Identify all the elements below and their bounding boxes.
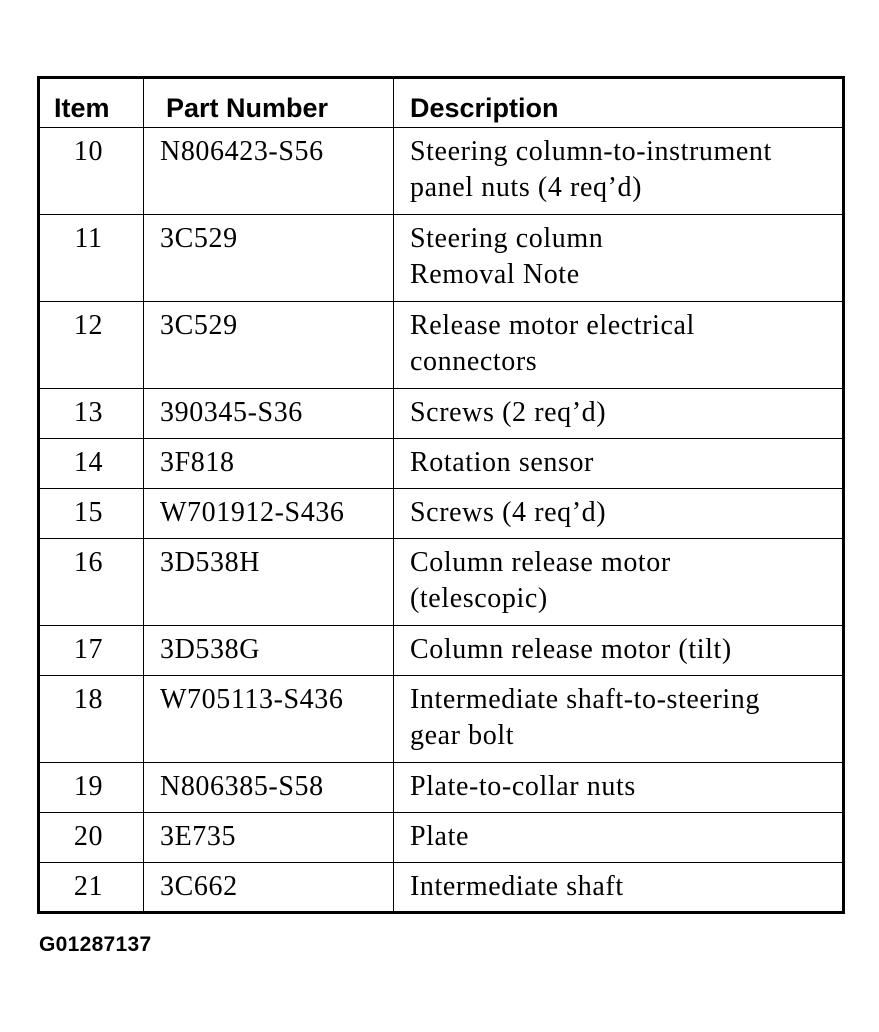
description-line: (telescopic): [410, 583, 548, 614]
description-line: Removal Note: [410, 259, 580, 290]
description-cell: [394, 676, 844, 763]
description-line: Intermediate shaft: [410, 871, 624, 902]
table-row: [39, 626, 844, 676]
part-number-cell: 3C529: [144, 302, 394, 389]
item-number-cell: 14: [39, 439, 144, 489]
description-line: Steering column: [410, 223, 604, 254]
parts-table: [37, 76, 845, 914]
description-line: panel nuts (4 req’d): [410, 172, 643, 203]
item-number-cell: 16: [39, 539, 144, 626]
description-line: gear bolt: [410, 720, 515, 751]
description-line: Intermediate shaft-to-steering: [410, 684, 760, 715]
table-row: [39, 389, 844, 439]
table-row: [39, 813, 844, 863]
table-row: [39, 763, 844, 813]
description-cell: [394, 539, 844, 626]
description-line: connectors: [410, 346, 538, 377]
description-line: Rotation sensor: [410, 447, 594, 478]
item-number-cell: 11: [39, 215, 144, 302]
item-number-cell: 17: [39, 626, 144, 676]
part-number-cell: 3D538H: [144, 539, 394, 626]
table-row: [39, 539, 844, 626]
item-number-cell: 15: [39, 489, 144, 539]
header-row: [39, 78, 844, 128]
table-row: [39, 489, 844, 539]
header-item: Item: [39, 78, 144, 128]
item-number-cell: 10: [39, 128, 144, 215]
item-number-cell: 20: [39, 813, 144, 863]
description-line: Column release motor: [410, 547, 671, 578]
table-row: [39, 215, 844, 302]
part-number-cell: 3F818: [144, 439, 394, 489]
table-row: [39, 676, 844, 763]
description-line: Steering column-to-instrument: [410, 136, 772, 167]
table-body: [39, 128, 844, 913]
part-number-cell: 3E735: [144, 813, 394, 863]
description-line: Plate: [410, 821, 469, 852]
header-description: Description: [394, 78, 844, 128]
table-row: [39, 863, 844, 913]
item-number-cell: 18: [39, 676, 144, 763]
description-cell: [394, 128, 844, 215]
part-number-cell: W701912-S436: [144, 489, 394, 539]
description-cell: [394, 626, 844, 676]
table-row: [39, 302, 844, 389]
part-number-cell: N806385-S58: [144, 763, 394, 813]
table-row: [39, 439, 844, 489]
part-number-cell: 3C662: [144, 863, 394, 913]
description-cell: [394, 863, 844, 913]
header-part-number: Part Number: [144, 78, 394, 128]
description-cell: [394, 813, 844, 863]
description-line: Release motor electrical: [410, 310, 695, 341]
part-number-cell: 390345-S36: [144, 389, 394, 439]
figure-id: G01287137: [39, 933, 152, 956]
table-row: [39, 128, 844, 215]
part-number-cell: 3D538G: [144, 626, 394, 676]
description-cell: [394, 302, 844, 389]
part-number-cell: W705113-S436: [144, 676, 394, 763]
description-line: Screws (4 req’d): [410, 497, 607, 528]
description-cell: [394, 489, 844, 539]
item-number-cell: 12: [39, 302, 144, 389]
item-number-cell: 19: [39, 763, 144, 813]
description-line: Plate-to-collar nuts: [410, 771, 636, 802]
description-cell: [394, 389, 844, 439]
item-number-cell: 21: [39, 863, 144, 913]
description-cell: [394, 763, 844, 813]
part-number-cell: N806423-S56: [144, 128, 394, 215]
description-line: Column release motor (tilt): [410, 634, 732, 665]
item-number-cell: 13: [39, 389, 144, 439]
table-header: [39, 78, 844, 128]
description-line: Screws (2 req’d): [410, 397, 607, 428]
description-cell: [394, 439, 844, 489]
description-cell: [394, 215, 844, 302]
part-number-cell: 3C529: [144, 215, 394, 302]
